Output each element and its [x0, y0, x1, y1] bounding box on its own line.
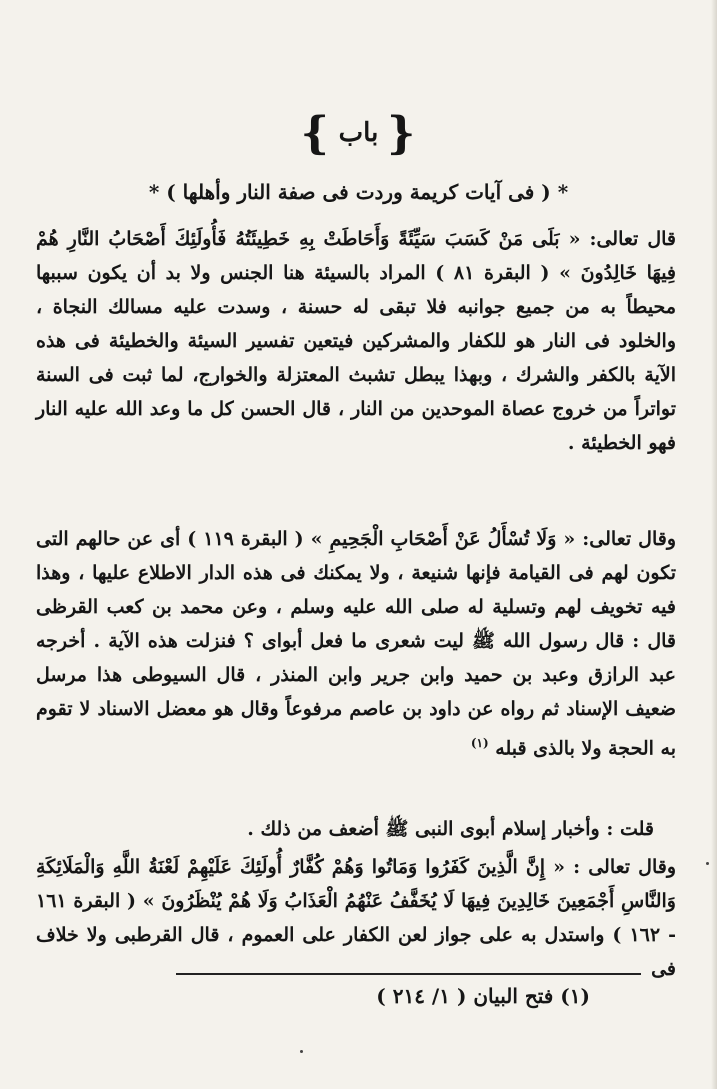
right-brace-ornament: }	[387, 108, 417, 159]
chapter-title: باب	[338, 118, 379, 148]
footnote-divider	[176, 973, 641, 975]
chapter-title-frame	[300, 108, 417, 159]
paragraph-2-text: وقال تعالى: « وَلَا تُسْأَلُ عَنْ أَصْحَابِ الْجَحِيمِ » ( البقرة ١١٩ ) أى عن حالهم التى تكون لهم فى القيامة فإنها شنيعة ، ولا يمكنك فى هذه الدار الاطلاع عليها ، وهذا فيه تخويف لهم وتسلية له صلى الله عليه وسلم ، وعن محمد بن كعب القرظى قال : قال رسول الله ﷺ ليت شعرى ما فعل أبواى ؟ فنزلت هذه الآية . أخرجه عبد الرازق وعبد بن حميد وابن جرير وابن المنذر ، قال السيوطى هذا مرسل ضعيف الإسناد ثم رواه عن داود بن عاصم مرفوعاً وقال هو معضل الاسناد لا تقوم به الحجة ولا بالذى قبله	[36, 528, 676, 760]
footnote: (١) فتح البيان ( ١/ ٢١٤ )	[376, 984, 590, 1008]
footnote-reference: (١)	[470, 736, 489, 750]
chapter-heading	[0, 108, 717, 159]
left-brace-ornament: {	[300, 108, 330, 159]
paragraph-3: قلت : وأخبار إسلام أبوى النبى ﷺ أضعف من ذلك .	[247, 818, 654, 840]
scan-speck	[706, 862, 709, 865]
paragraph-2	[36, 522, 676, 765]
scan-edge	[711, 0, 717, 1089]
chapter-subtitle: * ( فى آيات كريمة وردت فى صفة النار وأهلها ) *	[148, 180, 569, 204]
paragraph-1: قال تعالى: « بَلَى مَنْ كَسَبَ سَيِّئَةً وَأَحَاطَتْ بِهِ خَطِيئَتُهُ فَأُولَئِكَ أَصْحَابُ النَّارِ هُمْ فِيهَا خَالِدُونَ » ( البقرة ٨١ ) المراد بالسيئة هنا الجنس ولا بد أن يكون سببها محيطاً به من جميع جوانبه فلا تبقى له حسنة ، وسدت عليه مسالك النجاة ، والخلود فى النار هو للكفار والمشركين فيتعين تفسير السيئة والخطيئة فى هذه الآية بالكفر والشرك ، وبهذا يبطل تشبث المعتزلة والخوارج، لما ثبت فى السنة تواتراً من خروج عصاة الموحدين من النار ، قال الحسن كل ما وعد الله عليه النار فهو الخطيئة .	[36, 228, 677, 454]
scan-speck	[300, 1050, 303, 1053]
paragraph-4: وقال تعالى : « إِنَّ الَّذِينَ كَفَرُوا وَمَاتُوا وَهُمْ كُفَّارٌ أُولَئِكَ عَلَيْهِمْ لَعْنَةُ اللَّهِ وَالْمَلَائِكَةِ وَالنَّاسِ أَجْمَعِينَ خَالِدِينَ فِيهَا لَا يُخَفَّفُ عَنْهُمُ الْعَذَابُ وَلَا هُمْ يُنْظَرُونَ » ( البقرة ١٦١ - ١٦٢ ) واستدل به على جواز لعن الكفار على العموم ، قال القرطبى ولا خلاف فى	[36, 856, 676, 980]
